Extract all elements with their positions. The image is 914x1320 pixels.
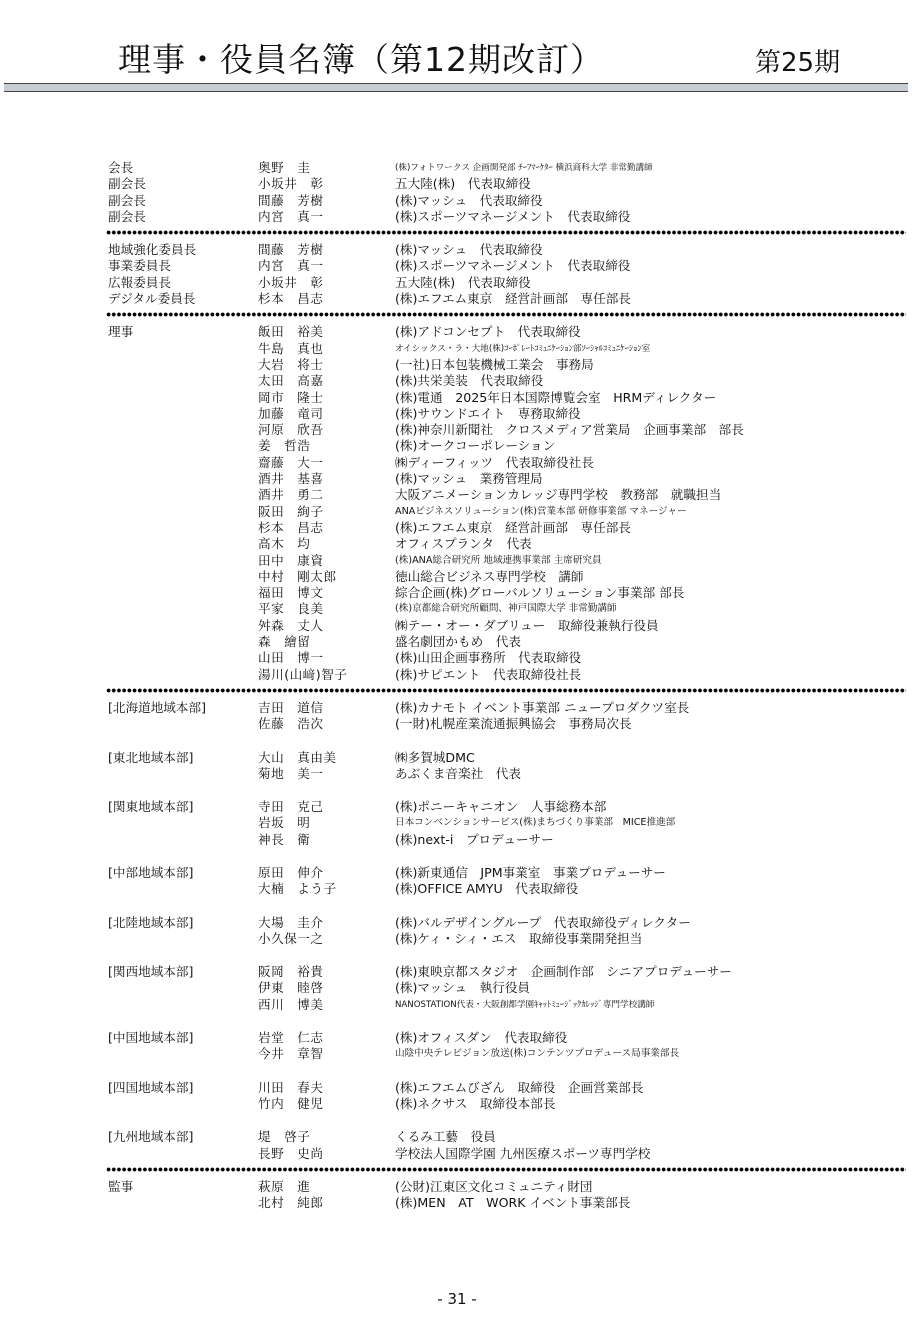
member-affiliation: (株)OFFICE AMYU 代表取締役 <box>395 881 579 897</box>
roster-row <box>0 799 914 815</box>
member-affiliation: 盛名劇団かもめ 代表 <box>395 634 521 650</box>
member-affiliation: 大阪アニメーションカレッジ専門学校 教務部 就職担当 <box>395 487 722 503</box>
member-name: 西川 博美 <box>258 996 324 1012</box>
region-group-kansai <box>0 964 914 1013</box>
roster-row <box>0 832 914 848</box>
member-affiliation: NANOSTATION代表・大阪創都学園ｷｬｯﾄﾐｭｰｼﾞｯｸｶﾚｯｼﾞ専門学校講師 <box>395 999 655 1010</box>
member-name: 田中 康資 <box>258 552 324 568</box>
roster-row <box>0 980 914 996</box>
region-label: [関西地域本部] <box>108 964 194 980</box>
member-name: 原田 伸介 <box>258 864 324 880</box>
roster-row <box>0 209 914 225</box>
member-name: 間藤 芳樹 <box>258 242 324 258</box>
roster-row <box>0 931 914 947</box>
roster-row <box>0 1129 914 1145</box>
roster-row <box>0 536 914 552</box>
roster-row <box>0 406 914 422</box>
dotted-divider <box>106 686 906 695</box>
member-name: 竹内 健児 <box>258 1095 324 1111</box>
roster-row <box>0 242 914 258</box>
roster-row <box>0 634 914 650</box>
member-name: 齋藤 大一 <box>258 454 324 470</box>
member-name: 河原 欣吾 <box>258 422 324 438</box>
roster-row <box>0 258 914 274</box>
member-affiliation: (株)フォトワークス 企画開発部 ﾁｰﾌﾏｰｹﾀｰ 横浜商科大学 非常勤講師 <box>395 163 653 173</box>
role-label: 副会長 <box>108 208 146 224</box>
directors-section <box>0 324 914 683</box>
role-label: 会長 <box>108 160 134 175</box>
member-name: 阪岡 裕貴 <box>258 964 324 980</box>
roster-row <box>0 997 914 1013</box>
role-label: 地域強化委員長 <box>108 242 197 258</box>
region-label: [中部地域本部] <box>108 864 194 880</box>
member-affiliation: ㈱多賀城DMC <box>395 749 475 765</box>
member-name: 内宮 真一 <box>258 208 324 224</box>
member-affiliation: (株)アドコンセプト 代表取締役 <box>395 324 581 340</box>
member-affiliation: (株)マッシュ 業務管理局 <box>395 471 543 487</box>
header-rule <box>4 83 908 92</box>
member-name: 伊東 睦啓 <box>258 980 324 996</box>
role-label: 事業委員長 <box>108 258 171 274</box>
member-affiliation: (株)ポニーキャニオン 人事総務本部 <box>395 799 607 815</box>
roster-row <box>0 487 914 503</box>
auditors-section <box>0 1179 914 1212</box>
roster-row <box>0 1096 914 1112</box>
roster-row <box>0 324 914 340</box>
roster-row <box>0 964 914 980</box>
roster-row <box>0 504 914 520</box>
member-affiliation: 徳山総合ビジネス専門学校 講師 <box>395 568 584 584</box>
roster-row <box>0 915 914 931</box>
member-affiliation: (株)サピエント 代表取締役社長 <box>395 666 582 682</box>
roster-row <box>0 438 914 454</box>
member-name: 姜 哲浩 <box>258 438 311 454</box>
role-label: 理事 <box>108 324 134 340</box>
roster-row <box>0 750 914 766</box>
member-affiliation: (株)マッシュ 代表取締役 <box>395 192 543 208</box>
member-affiliation: (株)ネクサス 取締役本部長 <box>395 1095 556 1111</box>
member-affiliation: (株)エフエムびざん 取締役 企画営業部長 <box>395 1079 644 1095</box>
roster-row <box>0 881 914 897</box>
member-name: 大山 真由美 <box>258 749 337 765</box>
roster-row <box>0 766 914 782</box>
member-name: 岡市 隆士 <box>258 389 324 405</box>
member-name: 湯川(山﨑)智子 <box>258 666 348 682</box>
roster-row <box>0 520 914 536</box>
roster-row <box>0 865 914 881</box>
roster-row <box>0 471 914 487</box>
member-name: 内宮 真一 <box>258 258 324 274</box>
region-group-kanto <box>0 799 914 848</box>
term-label: 第25期 <box>755 48 841 78</box>
member-name: 平家 良美 <box>258 601 324 617</box>
roster-row <box>0 291 914 307</box>
member-name: 寺田 克己 <box>258 799 324 815</box>
member-affiliation: (株)オークコーポレーション <box>395 438 556 454</box>
roster-row <box>0 553 914 569</box>
page-number: - 31 - <box>437 1290 477 1308</box>
member-name: 森 繪留 <box>258 634 311 650</box>
member-name: 奥野 圭 <box>258 160 311 175</box>
member-affiliation: (株)ケィ・シィ・エス 取締役事業開発担当 <box>395 930 643 946</box>
member-affiliation: (株)エフエム東京 経営計画部 専任部長 <box>395 291 631 307</box>
member-affiliation: (株)next-i プロデューサー <box>395 831 554 847</box>
member-affiliation: 山陰中央テレビジョン放送(株)コンテンツプロデュース局事業部長 <box>395 1048 680 1060</box>
member-name: 川田 春夫 <box>258 1079 324 1095</box>
member-affiliation: (株)神奈川新聞社 クロスメディア営業局 企画事業部 部長 <box>395 422 744 438</box>
member-affiliation: (株)共栄美装 代表取締役 <box>395 373 544 389</box>
region-label: [北陸地域本部] <box>108 914 194 930</box>
member-name: 福田 博文 <box>258 585 324 601</box>
member-name: 菊地 美一 <box>258 765 324 781</box>
member-name: 岩坂 明 <box>258 815 311 831</box>
member-name: 牛島 真也 <box>258 340 324 356</box>
roster-row <box>0 1195 914 1211</box>
member-affiliation: (一社)日本包装機械工業会 事務局 <box>395 356 594 372</box>
region-group-kyushu <box>0 1129 914 1162</box>
member-affiliation: (株)カナモト イベント事業部 ニュープロダクツ室長 <box>395 699 690 715</box>
member-affiliation: 綜合企画(株)グローバルソリューション事業部 部長 <box>395 585 685 601</box>
dotted-divider <box>106 310 906 319</box>
member-name: 酒井 基喜 <box>258 471 324 487</box>
regional-section <box>0 700 914 1162</box>
role-label: 監事 <box>108 1178 134 1194</box>
region-label: [北海道地域本部] <box>108 699 206 715</box>
member-affiliation: (株)京都総合研究所顧問、神戸国際大学 非常勤講師 <box>395 603 617 615</box>
roster-row <box>0 650 914 666</box>
member-affiliation: ANAビジネスソリューション(株)営業本部 研修事業部 マネージャー <box>395 505 687 517</box>
member-name: 杉本 昌志 <box>258 519 324 535</box>
member-affiliation: (株)新東通信 JPM事業室 事業プロデューサー <box>395 864 666 880</box>
member-affiliation: ㈱テー・オー・ダブリュー 取締役兼執行役員 <box>395 617 659 633</box>
member-name: 阪田 絢子 <box>258 503 324 519</box>
member-name: 大楠 よう子 <box>258 881 337 897</box>
member-name: 堤 啓子 <box>258 1129 311 1145</box>
member-name: 小坂井 彰 <box>258 274 324 290</box>
roster-row <box>0 193 914 209</box>
roster <box>0 160 914 1211</box>
member-affiliation: (株)バルデザイングループ 代表取締役ディレクター <box>395 914 691 930</box>
region-label: [中国地域本部] <box>108 1030 194 1046</box>
roster-row <box>0 160 914 176</box>
roster-row <box>0 275 914 291</box>
role-label: デジタル委員長 <box>108 291 196 307</box>
region-group-chubu <box>0 865 914 898</box>
member-name: 今井 章智 <box>258 1046 324 1062</box>
member-affiliation: オフィスプランタ 代表 <box>395 536 532 552</box>
region-label: [四国地域本部] <box>108 1079 194 1095</box>
roster-row <box>0 373 914 389</box>
member-affiliation: (株)ANA総合研究所 地域連携事業部 主席研究員 <box>395 554 602 566</box>
member-affiliation: (株)山田企画事務所 代表取締役 <box>395 650 582 666</box>
role-label: 副会長 <box>108 192 146 208</box>
member-name: 間藤 芳樹 <box>258 192 324 208</box>
member-affiliation: (株)スポーツマネージメント 代表取締役 <box>395 258 631 274</box>
member-name: 加藤 竜司 <box>258 405 324 421</box>
member-name: 太田 高嘉 <box>258 373 324 389</box>
roster-row <box>0 1146 914 1162</box>
member-affiliation: (株)スポーツマネージメント 代表取締役 <box>395 208 631 224</box>
region-label: [関東地域本部] <box>108 799 194 815</box>
roster-row <box>0 667 914 683</box>
region-group-hokuriku <box>0 915 914 948</box>
member-name: 小久保一之 <box>258 930 324 946</box>
member-name: 長野 史尚 <box>258 1145 324 1161</box>
member-affiliation: (株)サウンドエイト 専務取締役 <box>395 405 581 421</box>
roster-row <box>0 700 914 716</box>
member-name: 飯田 裕美 <box>258 324 324 340</box>
region-label: [九州地域本部] <box>108 1129 194 1145</box>
roster-row <box>0 455 914 471</box>
officers-section <box>0 160 914 225</box>
member-name: 北村 純郎 <box>258 1195 324 1211</box>
roster-row <box>0 341 914 357</box>
member-affiliation: 五大陸(株) 代表取締役 <box>395 176 531 192</box>
member-affiliation: (株)マッシュ 執行役員 <box>395 980 531 996</box>
member-affiliation: (株)電通 2025年日本国際博覧会室 HRMディレクター <box>395 389 717 405</box>
member-name: 杉本 昌志 <box>258 291 324 307</box>
region-group-hokkaido <box>0 700 914 733</box>
roster-row <box>0 422 914 438</box>
member-affiliation: (株)マッシュ 代表取締役 <box>395 242 543 258</box>
region-label: [東北地域本部] <box>108 749 194 765</box>
member-affiliation: 学校法人国際学園 九州医療スポーツ専門学校 <box>395 1145 651 1161</box>
member-name: 山田 博一 <box>258 650 324 666</box>
member-name: 神長 衛 <box>258 831 311 847</box>
member-name: 大場 圭介 <box>258 914 324 930</box>
dotted-divider <box>106 1165 906 1174</box>
member-name: 大岩 将士 <box>258 356 324 372</box>
roster-row <box>0 716 914 732</box>
roster-row <box>0 815 914 831</box>
member-affiliation: (株)MEN AT WORK イベント事業部長 <box>395 1195 631 1211</box>
member-name: 佐藤 浩次 <box>258 716 324 732</box>
roster-row <box>0 585 914 601</box>
member-affiliation: (株)エフエム東京 経営計画部 専任部長 <box>395 519 631 535</box>
member-affiliation: (株)オフィスダン 代表取締役 <box>395 1030 568 1046</box>
member-name: 中村 剛太郎 <box>258 568 337 584</box>
member-name: 舛森 丈人 <box>258 617 324 633</box>
committee-section <box>0 242 914 307</box>
member-affiliation: (公財)江東区文化コミュニティ財団 <box>395 1178 593 1194</box>
region-group-tohoku <box>0 750 914 783</box>
roster-row <box>0 569 914 585</box>
region-group-shikoku <box>0 1080 914 1113</box>
member-affiliation: オイシックス・ラ・大地(株)ｺｰﾎﾟﾚｰﾄｺﾐｭﾆｹｰｼｮﾝ部ｿｰｼｬﾙｺﾐｭﾆｹｰｼｮﾝ室 <box>395 343 651 354</box>
member-name: 萩原 進 <box>258 1178 311 1194</box>
member-affiliation: くるみ工藝 役員 <box>395 1129 496 1145</box>
roster-row <box>0 1030 914 1046</box>
roster-row <box>0 357 914 373</box>
member-name: 酒井 勇二 <box>258 487 324 503</box>
page-title: 理事・役員名簿（第12期改訂） <box>118 40 604 79</box>
roster-row <box>0 1046 914 1062</box>
member-name: 岩堂 仁志 <box>258 1030 324 1046</box>
member-affiliation: 五大陸(株) 代表取締役 <box>395 274 531 290</box>
member-affiliation: (株)東映京都スタジオ 企画制作部 シニアプロデューサー <box>395 964 732 980</box>
roster-row <box>0 390 914 406</box>
roster-row <box>0 618 914 634</box>
region-group-chugoku <box>0 1030 914 1063</box>
roster-row <box>0 601 914 617</box>
roster-row <box>0 176 914 192</box>
roster-row <box>0 1179 914 1195</box>
member-name: 吉田 道信 <box>258 699 324 715</box>
member-name: 小坂井 彰 <box>258 176 324 192</box>
role-label: 副会長 <box>108 176 146 192</box>
member-affiliation: (一財)札幌産業流通振興協会 事務局次長 <box>395 716 632 732</box>
member-affiliation: あぶくま音楽社 代表 <box>395 765 521 781</box>
member-name: 高木 均 <box>258 536 311 552</box>
member-affiliation: 日本コンベンションサービス(株)まちづくり事業部 MICE推進部 <box>395 817 676 829</box>
dotted-divider <box>106 228 906 237</box>
roster-row <box>0 1080 914 1096</box>
role-label: 広報委員長 <box>108 274 171 290</box>
member-affiliation: ㈱ディーフィッツ 代表取締役社長 <box>395 454 594 470</box>
